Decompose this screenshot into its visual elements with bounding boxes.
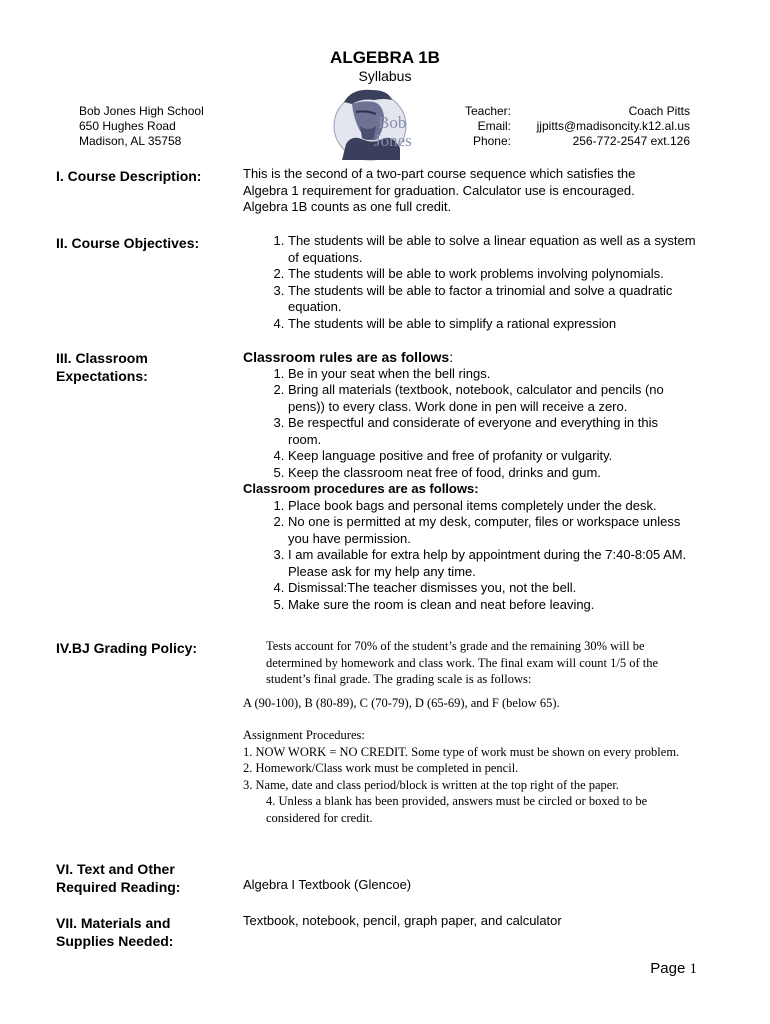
grading-policy-heading: IV.BJ Grading Policy:: [56, 640, 198, 656]
rule-item: 5. Keep the classroom neat free of food, drinks and gum.: [288, 465, 693, 482]
assignment-item: 2. Homework/Class work must be completed in pencil.: [243, 761, 519, 775]
logo-text-line2: Jones: [374, 131, 412, 150]
teacher-info-values: [515, 104, 690, 149]
procedure-item: 2. No one is permitted at my desk, computer, files or workspace unless you have permission.: [288, 514, 693, 547]
logo-text-line1: Bob: [378, 113, 407, 132]
teacher-email: jjpitts@madisoncity.k12.al.us: [536, 119, 690, 133]
assignment-item: 4. Unless a blank has been provided, answers must be circled or boxed to be considered for credit.: [266, 794, 648, 825]
teacher-info-labels: [400, 104, 511, 149]
procedure-item: 1. Place book bags and personal items completely under the desk.: [288, 498, 693, 515]
assignment-item: 1. NOW WORK = NO CREDIT. Some type of work must be shown on every problem.: [243, 744, 680, 759]
assignment-item: 3. Name, date and class period/block is written at the top right of the paper.: [243, 777, 619, 792]
school-street: 650 Hughes Road: [79, 119, 176, 133]
classroom-expectations-label-line2: Expectations:: [56, 368, 148, 384]
assignment-procedures: [243, 727, 693, 826]
procedure-item: 5. Make sure the room is clean and neat before leaving.: [288, 597, 693, 614]
text-reading-heading: [56, 860, 180, 896]
teacher-name: Coach Pitts: [628, 104, 690, 118]
page-title: ALGEBRA 1B: [330, 48, 440, 67]
procedure-item: 4. Dismissal:The teacher dismisses you, not the bell.: [288, 580, 693, 597]
objective-item: 1. The students will be able to solve a linear equation as well as a system of equations.: [288, 233, 698, 266]
page-number: [650, 960, 697, 978]
teacher-label: Teacher:: [464, 104, 511, 118]
materials-label-line2: Supplies Needed:: [56, 933, 174, 949]
classroom-rules-list: [243, 366, 693, 482]
text-reading-label-line1: VI. Text and Other: [56, 861, 175, 877]
text-reading-label-line2: Required Reading:: [56, 879, 181, 895]
course-objectives-heading: II. Course Objectives:: [56, 235, 200, 251]
rule-item: 4. Keep language positive and free of profanity or vulgarity.: [288, 448, 693, 465]
page-number-value: 1: [689, 961, 697, 977]
objective-item: 4. The students will be able to simplify a rational expression: [288, 316, 698, 333]
course-objectives-list: [243, 233, 698, 332]
classroom-expectations-heading: [56, 349, 148, 385]
teacher-phone: 256-772-2547 ext.126: [572, 134, 690, 148]
classroom-expectations-body: [243, 349, 693, 613]
email-label: Email:: [477, 119, 511, 133]
procedures-heading: Classroom procedures are as follows:: [243, 481, 479, 496]
school-name: Bob Jones High School: [79, 104, 204, 118]
rule-item: 1. Be in your seat when the bell rings.: [288, 366, 693, 383]
rules-heading: Classroom rules are as follows: [243, 349, 450, 365]
classroom-expectations-label-line1: III. Classroom: [56, 350, 148, 366]
assignment-heading: Assignment Procedures:: [243, 728, 365, 742]
rule-item: 2. Bring all materials (textbook, notebook, calculator and pencils (no pens)) to every class. Work done in pen will receive a zero.: [288, 382, 693, 415]
objective-item: 2. The students will be able to work problems involving polynomials.: [288, 266, 698, 283]
school-city: Madison, AL 35758: [79, 134, 182, 148]
page-subtitle: Syllabus: [358, 68, 412, 84]
page-label: Page: [650, 960, 686, 977]
school-address: [79, 104, 204, 149]
course-description-text: This is the second of a two-part course sequence which satisfies the Algebra 1 requirement for graduation. Calculator use is encouraged. Algebra 1B counts as one full credit.: [243, 166, 636, 214]
materials-list: Textbook, notebook, pencil, graph paper, and calculator: [243, 913, 562, 928]
rules-heading-colon: :: [449, 349, 454, 365]
materials-label-line1: VII. Materials and: [56, 915, 171, 931]
classroom-procedures-list: [243, 498, 693, 614]
grading-policy-paragraph: Tests account for 70% of the student’s grade and the remaining 30% will be determined by homework and class work. The final exam will count 1/5 of the student’s final grade. The grading scale is as follows:: [266, 639, 659, 686]
grading-scale: A (90-100), B (80-89), C (70-79), D (65-69), and F (below 65).: [243, 696, 560, 710]
rule-item: 3. Be respectful and considerate of everyone and everything in this room.: [288, 415, 693, 448]
required-textbook: Algebra I Textbook (Glencoe): [243, 877, 412, 892]
phone-label: Phone:: [472, 134, 511, 148]
materials-heading: [56, 914, 173, 950]
objective-item: 3. The students will be able to factor a trinomial and solve a quadratic equation.: [288, 283, 698, 316]
procedure-item: 3. I am available for extra help by appointment during the 7:40-8:05 AM. Please ask for my help any time.: [288, 547, 693, 580]
course-objectives-list-wrap: [243, 233, 698, 332]
course-description-heading: I. Course Description:: [56, 168, 202, 184]
